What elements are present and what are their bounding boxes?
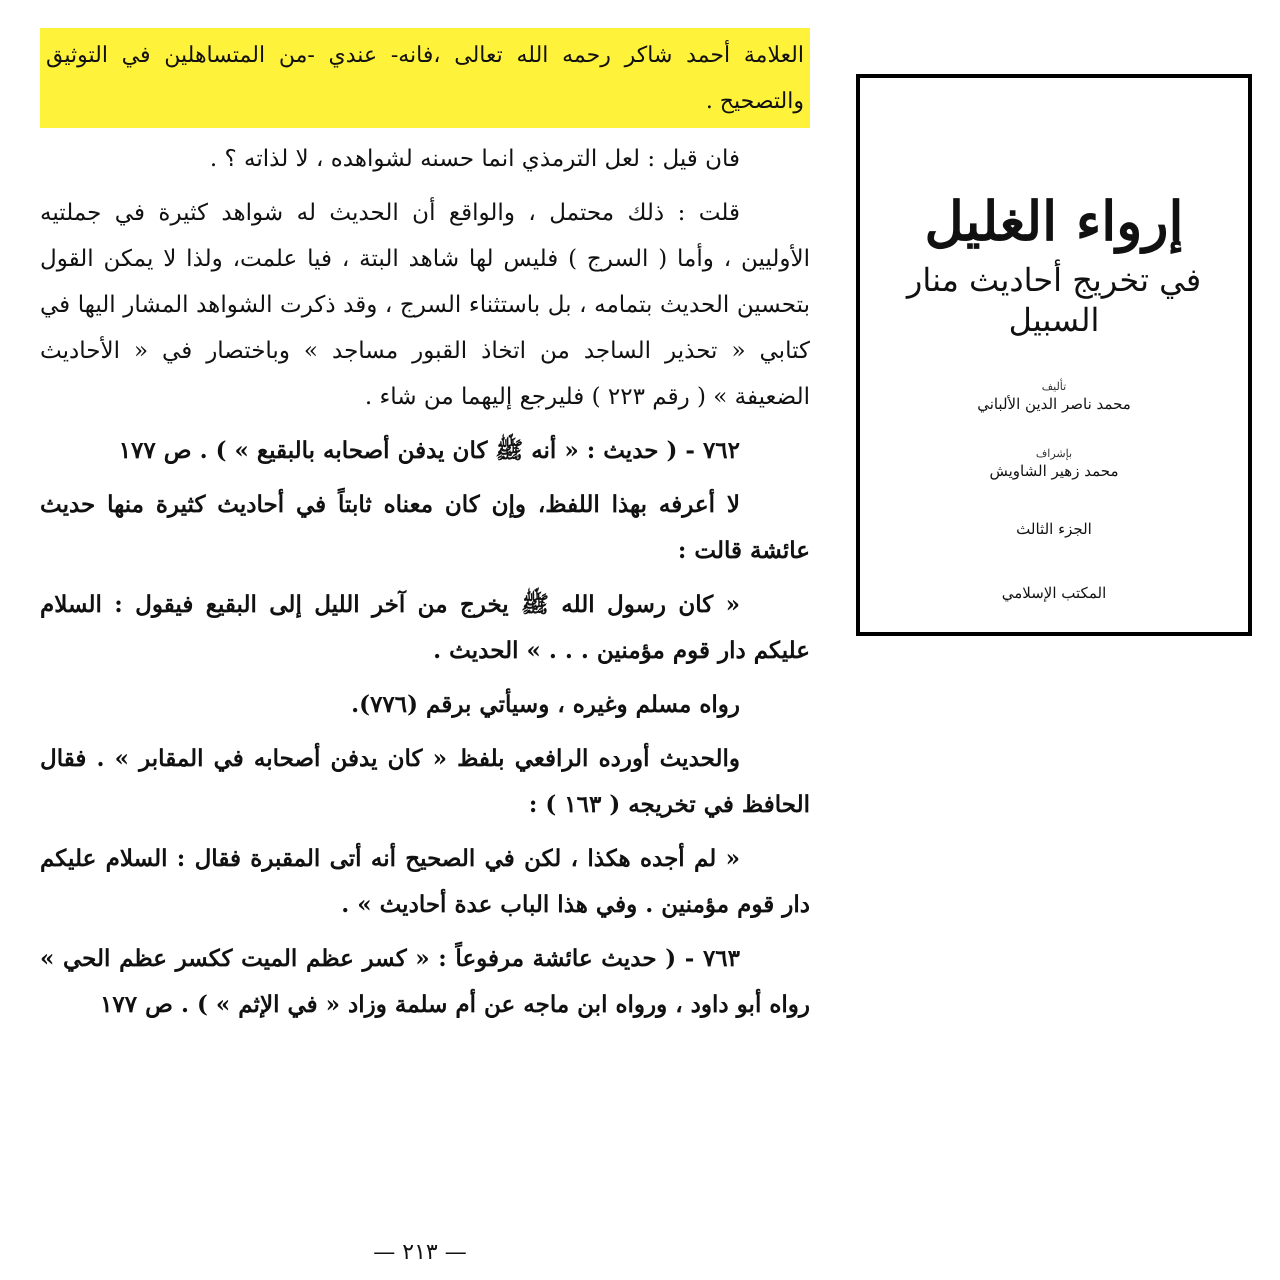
hadith-763-heading: ٧٦٣ - ( حديث عائشة مرفوعاً : « كسر عظم الميت ككسر عظم الحي » رواه أبو داود ، ورواه ابن ماجه عن أم سلمة وزاد « في الإثم » ) . ص ١٧٧ <box>40 945 810 1018</box>
book-page-text <box>40 28 810 1036</box>
paragraph-not-known: لا أعرفه بهذا اللفظ، وإن كان معناه ثابتاً في أحاديث كثيرة منها حديث عائشة قالت : <box>40 491 810 564</box>
cover-supervisor: محمد زهير الشاويش <box>989 462 1119 480</box>
cover-supervisor-label: بإشراف <box>1035 447 1073 460</box>
paragraph-answer: قلت : ذلك محتمل ، والواقع أن الحديث له شواهد كثيرة في جملتيه الأوليين ، وأما ( السرج ) فليس لها شاهد البتة ، فيا علمت، ولذا لا يمكن القول بتحسين الحديث بتمامه ، بل باستثناء السرج ، وقد ذكرت الشواهد المشار اليها في كتابي « تحذير الساجد من اتخاذ القبور مساجد » وباختصار في « الأحاديث الضعيفة » ( رقم ٢٢٣ ) فليرجع إليهما من شاء . <box>40 200 810 410</box>
cover-author-label: تأليف <box>1041 380 1067 393</box>
quote-hafiz: « لم أجده هكذا ، لكن في الصحيح أنه أتى المقبرة فقال : السلام عليكم دار قوم مؤمنين . وفي هذا الباب عدة أحاديث » . <box>40 845 810 918</box>
paragraph-question: فان قيل : لعل الترمذي انما حسنه لشواهده ، لا لذاته ؟ . <box>209 146 740 172</box>
highlighted-passage <box>40 28 810 128</box>
cover-publisher: المكتب الإسلامي <box>1001 584 1107 602</box>
page-number: — ٢١٣ — <box>373 1240 467 1265</box>
hadith-762-heading: ٧٦٢ - ( حديث : « أنه ﷺ كان يدفن أصحابه بالبقيع » ) . ص ١٧٧ <box>118 437 740 464</box>
paragraph-muslim: رواه مسلم وغيره ، وسيأتي برقم (٧٧٦). <box>351 691 740 718</box>
cover-volume: الجزء الثالث <box>1016 520 1092 538</box>
cover-author: محمد ناصر الدين الألباني <box>977 395 1131 413</box>
cover-title: إرواء الغليل <box>924 189 1184 253</box>
book-cover <box>856 74 1252 636</box>
highlighted-text: العلامة أحمد شاكر رحمه الله تعالى ،فانه- عندي -من المتساهلين في التوثيق والتصحيح . <box>46 43 804 114</box>
paragraph-rafii: والحديث أورده الرافعي بلفظ « كان يدفن أصحابه في المقابر » . فقال الحافظ في تخريجه ( ١٦٣ ) : <box>40 745 810 818</box>
quote-baqi: « كان رسول الله ﷺ يخرج من آخر الليل إلى البقيع فيقول : السلام عليكم دار قوم مؤمنين . . . » الحديث . <box>40 591 810 664</box>
cover-subtitle: في تخريج أحاديث منار السبيل <box>906 261 1202 339</box>
